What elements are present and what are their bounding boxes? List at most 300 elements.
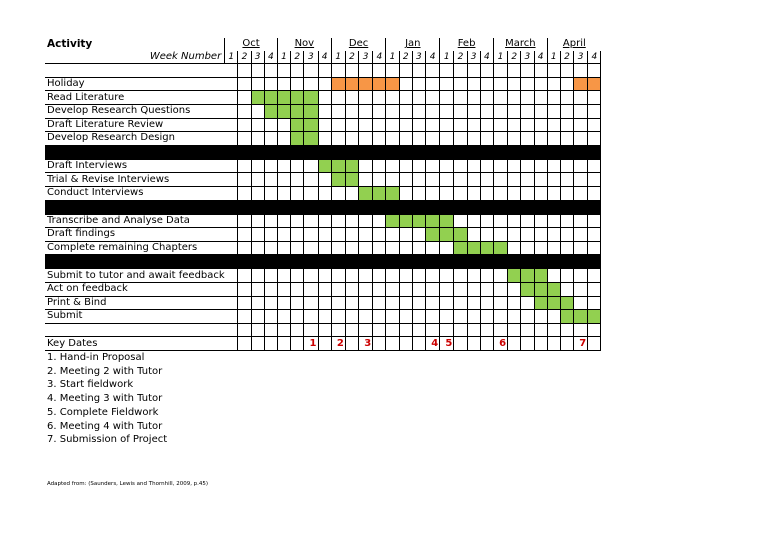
week-cell: [373, 104, 386, 118]
week-cell: [493, 269, 507, 283]
week-cell: [359, 159, 373, 173]
week-cell: [574, 228, 588, 242]
week-cell: [560, 255, 573, 269]
week-cell: [318, 296, 331, 310]
week-cell: [412, 186, 425, 200]
week-cell: [386, 118, 399, 132]
week-cell: [264, 173, 277, 187]
week-cell: [251, 104, 264, 118]
week-cell: [318, 269, 331, 283]
week-cell: [399, 145, 412, 159]
week-cell: [359, 104, 373, 118]
week-cell: [426, 255, 440, 269]
task-bar-cell: [534, 282, 547, 296]
week-cell: [588, 282, 601, 296]
week-cell: [467, 77, 480, 91]
week-cell: [304, 282, 318, 296]
week-cell: [291, 145, 304, 159]
week-cell: [440, 296, 454, 310]
week-cell: [521, 118, 534, 132]
week-cell: [238, 159, 251, 173]
week-cell: [521, 64, 534, 78]
week-cell: [399, 173, 412, 187]
week-number-cell: 4: [588, 51, 601, 64]
week-cell: [547, 323, 560, 337]
week-cell: [277, 269, 290, 283]
week-number-cell: 3: [304, 51, 318, 64]
week-cell: [560, 64, 573, 78]
week-cell: [560, 323, 573, 337]
week-cell: [251, 145, 264, 159]
week-cell: [560, 159, 573, 173]
week-cell: [373, 91, 386, 105]
week-cell: [493, 310, 507, 324]
week-cell: [277, 145, 290, 159]
key-date-marker: 6: [493, 337, 507, 351]
week-cell: [345, 186, 358, 200]
week-cell: [304, 145, 318, 159]
week-cell: [386, 64, 399, 78]
week-cell: [331, 269, 345, 283]
week-cell: [291, 310, 304, 324]
week-cell: [264, 159, 277, 173]
week-cell: [277, 132, 290, 146]
week-cell: [534, 186, 547, 200]
week-cell: [440, 186, 454, 200]
week-cell: [412, 159, 425, 173]
week-cell: [534, 214, 547, 228]
week-cell: [440, 145, 454, 159]
week-cell: [574, 145, 588, 159]
task-bar-cell: [345, 159, 358, 173]
week-cell: [399, 296, 412, 310]
activity-row: [45, 296, 601, 310]
week-number-cell: 4: [534, 51, 547, 64]
week-cell: [547, 214, 560, 228]
week-cell: [574, 173, 588, 187]
week-number-cell: 1: [386, 51, 399, 64]
week-cell: [373, 214, 386, 228]
week-cell: [493, 255, 507, 269]
week-cell: [331, 228, 345, 242]
activity-row: [45, 282, 601, 296]
week-cell: [588, 104, 601, 118]
task-bar-cell: [264, 104, 277, 118]
week-cell: [238, 296, 251, 310]
task-bar-cell: [277, 104, 290, 118]
key-dates-list: [47, 351, 167, 447]
week-cell: [291, 296, 304, 310]
week-cell: [454, 118, 467, 132]
week-cell: [412, 310, 425, 324]
week-cell: [467, 296, 480, 310]
week-cell: [534, 173, 547, 187]
week-cell: [291, 186, 304, 200]
week-cell: [547, 186, 560, 200]
week-cell: [493, 118, 507, 132]
week-cell: [359, 296, 373, 310]
week-cell: [225, 296, 238, 310]
week-cell: [412, 173, 425, 187]
week-cell: [277, 255, 290, 269]
week-cell: [521, 145, 534, 159]
week-cell: [238, 337, 251, 351]
week-cell: [534, 255, 547, 269]
holiday-bar-cell: [359, 77, 373, 91]
week-cell: [304, 310, 318, 324]
week-cell: [508, 64, 521, 78]
week-cell: [480, 173, 493, 187]
week-cell: [345, 91, 358, 105]
week-cell: [480, 323, 493, 337]
week-cell: [588, 118, 601, 132]
week-cell: [426, 200, 440, 214]
key-date-marker: 7: [574, 337, 588, 351]
week-cell: [480, 91, 493, 105]
week-cell: [225, 310, 238, 324]
week-cell: [412, 269, 425, 283]
week-cell: [225, 91, 238, 105]
week-cell: [238, 255, 251, 269]
week-cell: [251, 282, 264, 296]
week-cell: [521, 241, 534, 255]
week-cell: [508, 77, 521, 91]
task-bar-cell: [521, 269, 534, 283]
week-cell: [412, 323, 425, 337]
month-header: Jan: [386, 38, 440, 51]
week-cell: [291, 200, 304, 214]
week-cell: [399, 118, 412, 132]
week-cell: [373, 159, 386, 173]
week-cell: [454, 64, 467, 78]
week-cell: [345, 104, 358, 118]
month-header-row: [45, 38, 601, 51]
task-bar-cell: [291, 118, 304, 132]
activity-row: [45, 77, 601, 91]
key-item: 7. Submission of Project: [47, 434, 168, 446]
week-cell: [386, 173, 399, 187]
week-cell: [574, 323, 588, 337]
week-cell: [412, 91, 425, 105]
week-cell: [251, 118, 264, 132]
week-cell: [547, 159, 560, 173]
activity-row: [45, 104, 601, 118]
week-cell: [373, 173, 386, 187]
week-cell: [480, 64, 493, 78]
week-cell: [560, 77, 573, 91]
week-cell: [345, 241, 358, 255]
task-bar-cell: [560, 310, 573, 324]
week-cell: [426, 118, 440, 132]
week-cell: [534, 132, 547, 146]
activity-label: [45, 145, 225, 159]
week-cell: [373, 228, 386, 242]
week-cell: [560, 200, 573, 214]
week-cell: [304, 64, 318, 78]
week-cell: [467, 118, 480, 132]
week-cell: [359, 282, 373, 296]
week-cell: [560, 118, 573, 132]
week-cell: [359, 255, 373, 269]
week-cell: [238, 323, 251, 337]
week-cell: [588, 132, 601, 146]
week-cell: [412, 296, 425, 310]
week-cell: [318, 200, 331, 214]
week-cell: [225, 173, 238, 187]
month-header: Nov: [277, 38, 331, 51]
week-cell: [412, 228, 425, 242]
week-cell: [359, 173, 373, 187]
week-cell: [493, 145, 507, 159]
week-cell: [345, 255, 358, 269]
week-cell: [386, 200, 399, 214]
week-cell: [467, 145, 480, 159]
week-cell: [547, 104, 560, 118]
task-bar-cell: [359, 186, 373, 200]
week-number-cell: 1: [493, 51, 507, 64]
week-cell: [508, 282, 521, 296]
week-cell: [480, 118, 493, 132]
week-cell: [454, 91, 467, 105]
week-cell: [534, 145, 547, 159]
gantt-chart-table: [45, 38, 601, 351]
week-cell: [291, 159, 304, 173]
week-cell: [574, 241, 588, 255]
week-cell: [386, 255, 399, 269]
week-cell: [373, 241, 386, 255]
task-bar-cell: [521, 282, 534, 296]
task-bar-cell: [386, 186, 399, 200]
week-cell: [251, 255, 264, 269]
activity-label: Trial & Revise Interviews: [45, 173, 225, 187]
week-cell: [225, 64, 238, 78]
activity-label: [45, 255, 225, 269]
week-cell: [440, 132, 454, 146]
week-cell: [588, 214, 601, 228]
week-cell: [493, 91, 507, 105]
week-cell: [238, 118, 251, 132]
week-cell: [547, 269, 560, 283]
holiday-bar-cell: [588, 77, 601, 91]
key-date-marker: 2: [331, 337, 345, 351]
activity-label: Transcribe and Analyse Data: [45, 214, 225, 228]
week-cell: [277, 77, 290, 91]
week-cell: [331, 200, 345, 214]
week-cell: [359, 64, 373, 78]
week-cell: [238, 104, 251, 118]
task-bar-cell: [480, 241, 493, 255]
week-cell: [331, 255, 345, 269]
week-cell: [291, 173, 304, 187]
activity-row: [45, 159, 601, 173]
week-cell: [426, 241, 440, 255]
week-cell: [426, 104, 440, 118]
week-cell: [574, 255, 588, 269]
week-cell: [277, 186, 290, 200]
week-cell: [359, 145, 373, 159]
week-cell: [588, 200, 601, 214]
task-bar-cell: [560, 296, 573, 310]
week-cell: [399, 186, 412, 200]
activity-label: Holiday: [45, 77, 225, 91]
week-cell: [318, 255, 331, 269]
week-cell: [521, 104, 534, 118]
week-cell: [454, 296, 467, 310]
task-bar-cell: [318, 159, 331, 173]
task-bar-cell: [291, 132, 304, 146]
week-cell: [304, 186, 318, 200]
week-cell: [399, 132, 412, 146]
week-cell: [373, 323, 386, 337]
week-cell: [547, 118, 560, 132]
week-cell: [373, 269, 386, 283]
task-bar-cell: [345, 173, 358, 187]
week-cell: [493, 214, 507, 228]
activity-label: Read Literature: [45, 91, 225, 105]
week-cell: [373, 337, 386, 351]
week-cell: [264, 255, 277, 269]
week-cell: [412, 200, 425, 214]
week-cell: [467, 104, 480, 118]
week-cell: [386, 241, 399, 255]
week-cell: [251, 132, 264, 146]
week-cell: [493, 132, 507, 146]
week-cell: [264, 337, 277, 351]
week-cell: [454, 255, 467, 269]
week-cell: [277, 296, 290, 310]
week-cell: [480, 200, 493, 214]
week-cell: [588, 269, 601, 283]
week-number-cell: 3: [574, 51, 588, 64]
week-cell: [588, 296, 601, 310]
week-cell: [331, 118, 345, 132]
week-cell: [493, 77, 507, 91]
week-cell: [386, 269, 399, 283]
week-cell: [291, 228, 304, 242]
task-bar-cell: [386, 214, 399, 228]
week-number-cell: 3: [359, 51, 373, 64]
week-cell: [467, 186, 480, 200]
week-cell: [412, 145, 425, 159]
week-cell: [345, 310, 358, 324]
week-cell: [412, 337, 425, 351]
week-cell: [277, 310, 290, 324]
week-cell: [359, 214, 373, 228]
week-cell: [508, 104, 521, 118]
week-cell: [264, 282, 277, 296]
week-cell: [454, 269, 467, 283]
week-number-row: [45, 51, 601, 64]
week-cell: [574, 200, 588, 214]
week-cell: [345, 337, 358, 351]
week-cell: [238, 282, 251, 296]
week-cell: [426, 91, 440, 105]
week-cell: [493, 104, 507, 118]
task-bar-cell: [454, 241, 467, 255]
month-header: Dec: [331, 38, 386, 51]
task-bar-cell: [331, 159, 345, 173]
week-cell: [304, 255, 318, 269]
week-cell: [304, 159, 318, 173]
week-cell: [574, 118, 588, 132]
week-cell: [480, 255, 493, 269]
phase-divider: [45, 200, 601, 214]
week-cell: [547, 132, 560, 146]
week-cell: [238, 77, 251, 91]
week-cell: [225, 241, 238, 255]
week-cell: [225, 255, 238, 269]
week-cell: [291, 282, 304, 296]
week-cell: [521, 255, 534, 269]
week-cell: [440, 159, 454, 173]
week-cell: [508, 186, 521, 200]
week-cell: [373, 282, 386, 296]
week-cell: [359, 200, 373, 214]
week-cell: [373, 118, 386, 132]
week-cell: [574, 186, 588, 200]
task-bar-cell: [412, 214, 425, 228]
week-cell: [521, 310, 534, 324]
week-cell: [359, 323, 373, 337]
task-bar-cell: [304, 104, 318, 118]
week-cell: [373, 310, 386, 324]
task-bar-cell: [291, 104, 304, 118]
week-cell: [480, 104, 493, 118]
week-cell: [359, 310, 373, 324]
activity-label: Complete remaining Chapters: [45, 241, 225, 255]
week-cell: [426, 173, 440, 187]
week-cell: [426, 323, 440, 337]
week-cell: [508, 91, 521, 105]
week-cell: [238, 214, 251, 228]
week-cell: [521, 186, 534, 200]
key-item: 1. Hand-in Proposal: [47, 352, 145, 363]
week-cell: [399, 159, 412, 173]
week-cell: [291, 337, 304, 351]
week-cell: [331, 241, 345, 255]
activity-label: Draft Interviews: [45, 159, 225, 173]
week-cell: [277, 64, 290, 78]
week-number-cell: 2: [345, 51, 358, 64]
week-cell: [331, 145, 345, 159]
activity-label: Conduct Interviews: [45, 186, 225, 200]
week-cell: [588, 145, 601, 159]
week-number-cell: 3: [467, 51, 480, 64]
week-cell: [399, 104, 412, 118]
week-cell: [399, 64, 412, 78]
week-cell: [291, 241, 304, 255]
week-cell: [359, 91, 373, 105]
week-cell: [264, 200, 277, 214]
week-cell: [560, 228, 573, 242]
week-cell: [440, 310, 454, 324]
week-cell: [467, 228, 480, 242]
week-cell: [304, 241, 318, 255]
week-cell: [264, 228, 277, 242]
week-cell: [318, 145, 331, 159]
week-cell: [318, 323, 331, 337]
week-cell: [318, 118, 331, 132]
week-cell: [412, 118, 425, 132]
week-cell: [238, 200, 251, 214]
week-cell: [225, 186, 238, 200]
week-cell: [412, 104, 425, 118]
week-cell: [521, 159, 534, 173]
week-cell: [440, 200, 454, 214]
week-cell: [277, 337, 290, 351]
activity-label: Print & Bind: [45, 296, 225, 310]
activity-row: [45, 118, 601, 132]
